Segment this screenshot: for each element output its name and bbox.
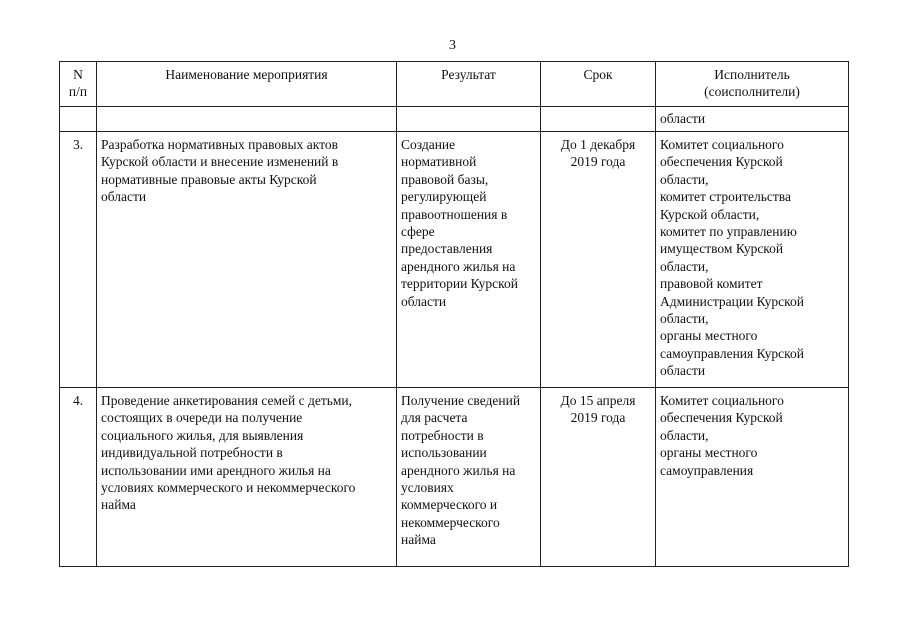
header-result <box>397 62 541 107</box>
cell-deadline-text: До 1 декабря 2019 года <box>560 137 636 170</box>
measures-table <box>59 61 849 567</box>
cell-executor <box>656 107 849 132</box>
cell-executor <box>656 132 849 388</box>
cell-executor-text: области <box>660 111 706 126</box>
table-row <box>60 132 849 388</box>
page-number: 3 <box>449 38 456 53</box>
cell-result <box>397 132 541 388</box>
cell-result-text: Получение сведений для расчета потребности в использовании арендного жилья на условиях коммерческого и некоммерческого найма <box>401 393 521 548</box>
cell-number-text <box>60 107 96 110</box>
header-measure-name-text: Наименование мероприятия <box>165 67 328 82</box>
header-number-text: N п/п <box>68 67 88 100</box>
header-deadline <box>541 62 656 107</box>
header-result-text: Результат <box>441 67 496 82</box>
header-number <box>60 62 97 107</box>
cell-deadline <box>541 107 656 132</box>
cell-result <box>397 388 541 567</box>
cell-measure-name <box>97 388 397 567</box>
cell-result <box>397 107 541 132</box>
cell-measure-name-text: Разработка нормативных правовых актов Курской области и внесение изменений в нормативные правовые акты Курской области <box>101 137 339 205</box>
header-executor-text: Исполнитель (соисполнители) <box>704 67 800 100</box>
header-measure-name <box>97 62 397 107</box>
cell-number-text: 3. <box>72 137 84 152</box>
cell-deadline-text <box>541 107 655 110</box>
table-header-row <box>60 62 849 107</box>
cell-measure-name <box>97 132 397 388</box>
cell-executor-text: Комитет социального обеспечения Курской области, комитет строительства Курской области, комитет по управлению имуществом Курской области, правовой комитет Администрации Курской области, органы местного самоуправления Курской области <box>660 137 805 379</box>
header-executor <box>656 62 849 107</box>
cell-result-text <box>397 107 540 110</box>
cell-executor <box>656 388 849 567</box>
cell-result-text: Создание нормативной правовой базы, регулирующей правоотношения в сфере предоставления арендного жилья на территории Курской области <box>401 137 518 309</box>
cell-measure-name-text <box>97 107 396 110</box>
cell-measure-name-text: Проведение анкетирования семей с детьми, состоящих в очереди на получение социального жилья, для выявления индивидуальной потребности в использовании ими арендного жилья на условиях коммерческого и некоммерческого найма <box>101 393 356 513</box>
cell-measure-name <box>97 107 397 132</box>
cell-number <box>60 107 97 132</box>
table-row-continuation <box>60 107 849 132</box>
table-row <box>60 388 849 567</box>
cell-executor-text: Комитет социального обеспечения Курской области, органы местного самоуправления <box>660 393 784 478</box>
cell-deadline <box>541 132 656 388</box>
header-deadline-text: Срок <box>583 67 613 82</box>
cell-number <box>60 388 97 567</box>
cell-number <box>60 132 97 388</box>
cell-number-text: 4. <box>72 393 84 408</box>
cell-deadline <box>541 388 656 567</box>
cell-deadline-text: До 15 апреля 2019 года <box>560 393 636 426</box>
